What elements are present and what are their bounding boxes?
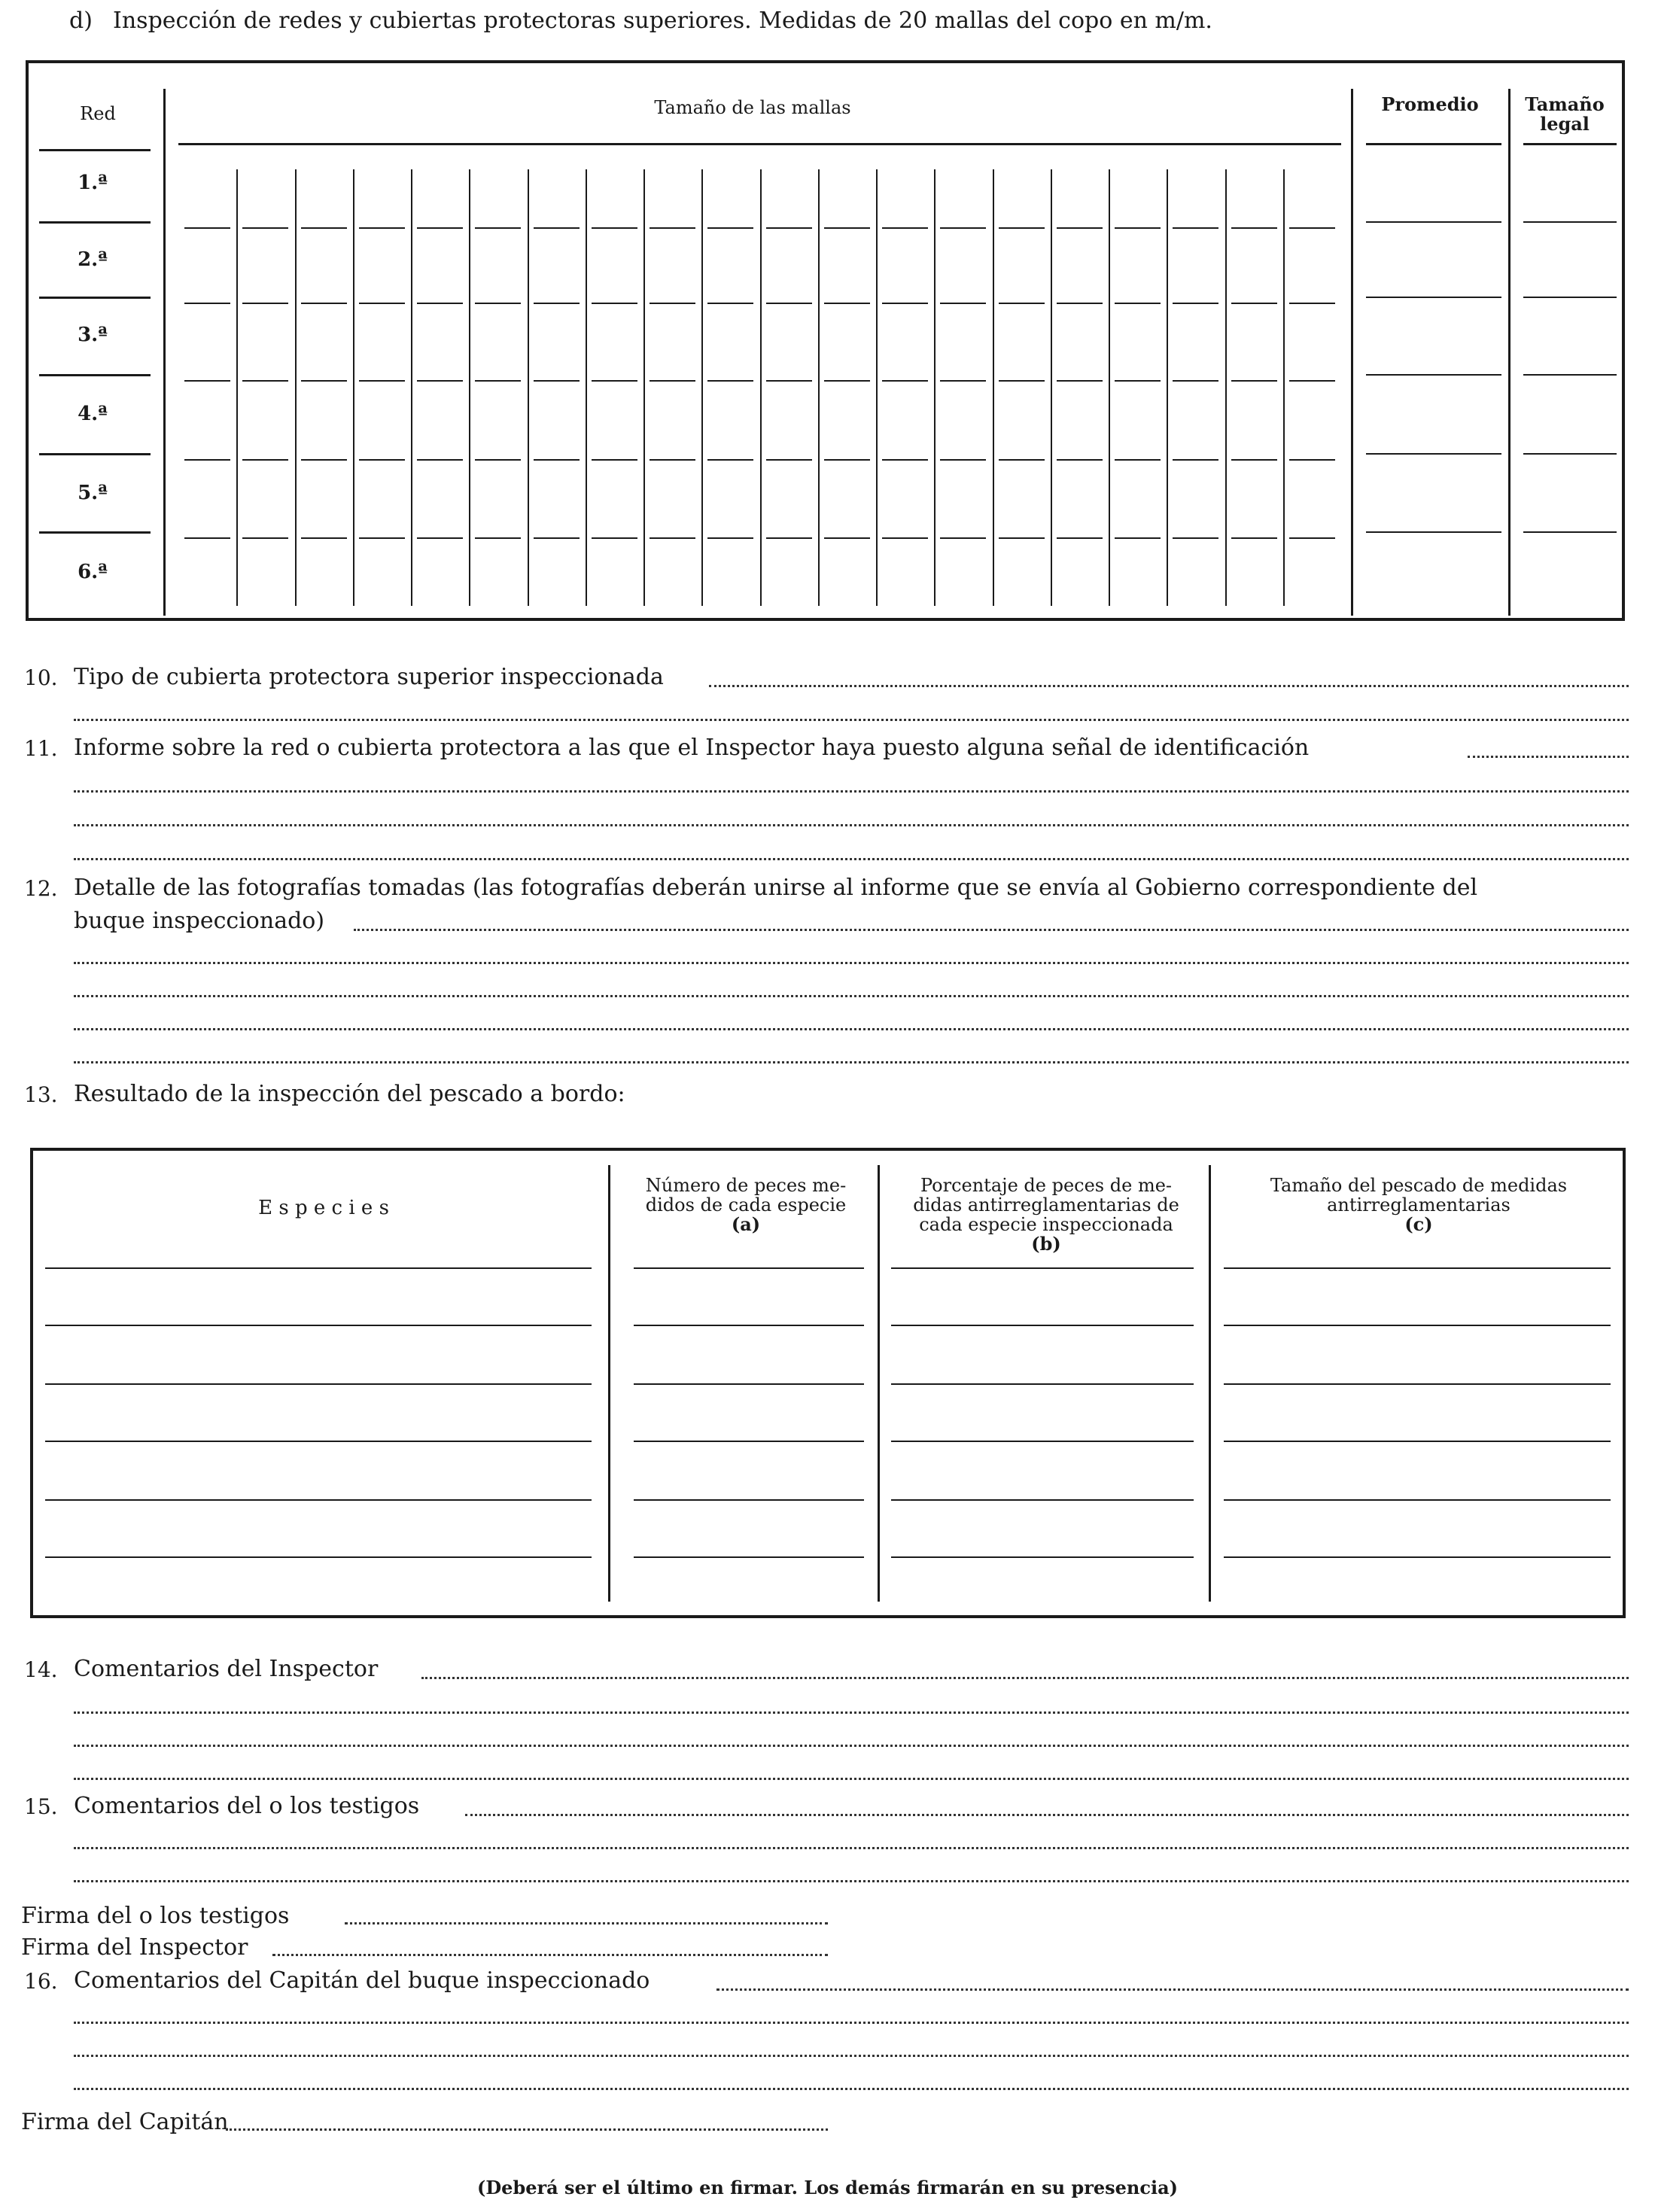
average-cell[interactable] bbox=[1366, 297, 1501, 298]
mesh-size-cell[interactable] bbox=[940, 459, 986, 461]
mesh-size-cell[interactable] bbox=[1057, 459, 1103, 461]
mesh-size-cell[interactable] bbox=[1231, 459, 1277, 461]
col-header-legal-size: Tamaño legal bbox=[1525, 93, 1605, 135]
mesh-size-cell[interactable] bbox=[1115, 227, 1161, 229]
header-underline bbox=[39, 149, 151, 151]
section-d-label: d) bbox=[69, 8, 93, 34]
mesh-size-cell[interactable] bbox=[1057, 537, 1103, 539]
col-header-size: Tamaño del pescado de medidas antirreglamentarias (c) bbox=[1270, 1175, 1568, 1235]
legal-size-cell[interactable] bbox=[1523, 221, 1617, 223]
size-cell[interactable] bbox=[1224, 1383, 1611, 1385]
mesh-size-cell[interactable] bbox=[707, 303, 753, 304]
mesh-size-cell[interactable] bbox=[882, 380, 928, 382]
mesh-size-cell[interactable] bbox=[1231, 380, 1277, 382]
item-12-label-continued: buque inspeccionado) bbox=[74, 908, 325, 934]
mesh-row-label: 5.ª bbox=[78, 482, 108, 504]
item-16-field-line[interactable] bbox=[74, 2055, 1629, 2057]
mesh-table-divider bbox=[163, 89, 166, 616]
item-10-field-line[interactable] bbox=[74, 719, 1629, 721]
mesh-size-cell[interactable] bbox=[940, 537, 986, 539]
mesh-size-cell[interactable] bbox=[1231, 303, 1277, 304]
mesh-size-cell[interactable] bbox=[650, 380, 695, 382]
mesh-size-cell[interactable] bbox=[999, 227, 1045, 229]
mesh-cell-divider bbox=[1167, 169, 1168, 606]
mesh-size-cell[interactable] bbox=[301, 380, 347, 382]
percentage-cell[interactable] bbox=[891, 1325, 1194, 1326]
mesh-size-cell[interactable] bbox=[242, 380, 288, 382]
mesh-cell-divider bbox=[1051, 169, 1052, 606]
fish-table-divider bbox=[1209, 1165, 1211, 1602]
mesh-size-cell[interactable] bbox=[359, 537, 405, 539]
fish-table-divider bbox=[878, 1165, 880, 1602]
size-cell[interactable] bbox=[1224, 1499, 1611, 1501]
legal-size-cell[interactable] bbox=[1523, 297, 1617, 298]
item-16-field-line[interactable] bbox=[74, 2022, 1629, 2024]
mesh-row-label: 4.ª bbox=[78, 403, 108, 425]
average-cell[interactable] bbox=[1366, 374, 1501, 376]
mesh-size-cell[interactable] bbox=[707, 380, 753, 382]
mesh-size-cell[interactable] bbox=[417, 459, 463, 461]
mesh-cell-divider bbox=[701, 169, 703, 606]
mesh-cell-divider bbox=[586, 169, 587, 606]
mesh-row-separator bbox=[39, 221, 151, 224]
mesh-size-cell[interactable] bbox=[184, 459, 230, 461]
mesh-size-cell[interactable] bbox=[242, 459, 288, 461]
mesh-size-cell[interactable] bbox=[242, 303, 288, 304]
item-12-field-line[interactable] bbox=[74, 995, 1629, 997]
mesh-size-cell[interactable] bbox=[242, 537, 288, 539]
mesh-size-cell[interactable] bbox=[534, 227, 580, 229]
item-12-field-line[interactable] bbox=[74, 962, 1629, 964]
percentage-cell[interactable] bbox=[891, 1383, 1194, 1385]
item-11-label: Informe sobre la red o cubierta protectora a las que el Inspector haya puesto alguna señal de identificación bbox=[74, 735, 1310, 761]
mesh-size-cell[interactable] bbox=[650, 537, 695, 539]
mesh-size-cell[interactable] bbox=[940, 380, 986, 382]
mesh-size-cell[interactable] bbox=[882, 537, 928, 539]
header-underline bbox=[1366, 143, 1501, 145]
mesh-size-cell[interactable] bbox=[824, 380, 870, 382]
mesh-size-cell[interactable] bbox=[359, 380, 405, 382]
mesh-cell-divider bbox=[469, 169, 470, 606]
legal-size-cell[interactable] bbox=[1523, 453, 1617, 455]
item-14-number: 14. bbox=[24, 1657, 58, 1682]
item-11-number: 11. bbox=[24, 736, 58, 761]
mesh-row-separator bbox=[39, 453, 151, 455]
mesh-size-cell[interactable] bbox=[242, 227, 288, 229]
item-12-field[interactable] bbox=[354, 929, 1629, 931]
mesh-size-cell[interactable] bbox=[1173, 303, 1218, 304]
item-12-field-line[interactable] bbox=[74, 1061, 1629, 1063]
mesh-size-cell[interactable] bbox=[1057, 303, 1103, 304]
item-10-field[interactable] bbox=[709, 685, 1629, 687]
signature-witnesses-field[interactable] bbox=[345, 1922, 828, 1924]
mesh-size-cell[interactable] bbox=[301, 227, 347, 229]
mesh-size-cell[interactable] bbox=[184, 380, 230, 382]
percentage-cell[interactable] bbox=[891, 1556, 1194, 1558]
mesh-size-cell[interactable] bbox=[592, 459, 637, 461]
mesh-cell-divider bbox=[353, 169, 354, 606]
count-cell[interactable] bbox=[634, 1325, 864, 1326]
mesh-size-cell[interactable] bbox=[1289, 380, 1335, 382]
mesh-size-cell[interactable] bbox=[999, 537, 1045, 539]
average-cell[interactable] bbox=[1366, 453, 1501, 455]
mesh-table-divider bbox=[1508, 89, 1510, 616]
percentage-cell[interactable] bbox=[891, 1499, 1194, 1501]
mesh-size-cell[interactable] bbox=[534, 303, 580, 304]
percentage-cell[interactable] bbox=[891, 1267, 1194, 1269]
footer-note: (Deberá ser el último en firmar. Los demás firmarán en su presencia) bbox=[477, 2177, 1178, 2198]
mesh-size-cell[interactable] bbox=[417, 537, 463, 539]
mesh-size-cell[interactable] bbox=[417, 380, 463, 382]
size-cell[interactable] bbox=[1224, 1325, 1611, 1326]
mesh-cell-divider bbox=[934, 169, 936, 606]
mesh-size-cell[interactable] bbox=[824, 303, 870, 304]
item-12-field-line[interactable] bbox=[74, 1028, 1629, 1030]
mesh-size-cell[interactable] bbox=[824, 459, 870, 461]
mesh-size-cell[interactable] bbox=[534, 380, 580, 382]
percentage-cell[interactable] bbox=[891, 1441, 1194, 1442]
mesh-cell-divider bbox=[295, 169, 297, 606]
col-header-red: Red bbox=[80, 103, 116, 124]
species-cell[interactable] bbox=[45, 1556, 592, 1558]
item-16-field[interactable] bbox=[716, 1988, 1629, 1991]
mesh-row-label: 1.ª bbox=[78, 172, 108, 194]
mesh-size-cell[interactable] bbox=[1231, 227, 1277, 229]
mesh-size-cell[interactable] bbox=[1173, 459, 1218, 461]
mesh-size-cell[interactable] bbox=[882, 303, 928, 304]
mesh-cell-divider bbox=[411, 169, 412, 606]
item-11-field-line[interactable] bbox=[74, 824, 1629, 826]
item-16-field-line[interactable] bbox=[74, 2088, 1629, 2090]
mesh-size-cell[interactable] bbox=[940, 303, 986, 304]
item-14-label: Comentarios del Inspector bbox=[74, 1656, 379, 1682]
item-14-field-line[interactable] bbox=[74, 1711, 1629, 1714]
item-10-label: Tipo de cubierta protectora superior inspeccionada bbox=[74, 664, 664, 690]
mesh-size-cell[interactable] bbox=[650, 303, 695, 304]
mesh-size-cell[interactable] bbox=[766, 303, 812, 304]
item-15-field-line[interactable] bbox=[74, 1880, 1629, 1882]
size-cell[interactable] bbox=[1224, 1556, 1611, 1558]
mesh-row-separator bbox=[39, 297, 151, 299]
mesh-size-cell[interactable] bbox=[359, 459, 405, 461]
mesh-size-cell[interactable] bbox=[534, 459, 580, 461]
item-15-field[interactable] bbox=[465, 1814, 1629, 1816]
item-14-field-line[interactable] bbox=[74, 1778, 1629, 1780]
mesh-row-label: 6.ª bbox=[78, 561, 108, 583]
item-13-label: Resultado de la inspección del pescado a bordo: bbox=[74, 1081, 625, 1107]
count-cell[interactable] bbox=[634, 1383, 864, 1385]
mesh-size-cell[interactable] bbox=[1115, 537, 1161, 539]
mesh-size-cell[interactable] bbox=[1115, 380, 1161, 382]
mesh-size-cell[interactable] bbox=[301, 537, 347, 539]
mesh-cell-divider bbox=[876, 169, 878, 606]
mesh-size-cell[interactable] bbox=[766, 459, 812, 461]
mesh-size-cell[interactable] bbox=[707, 459, 753, 461]
legal-size-cell[interactable] bbox=[1523, 531, 1617, 533]
mesh-row-separator bbox=[39, 531, 151, 534]
mesh-size-cell[interactable] bbox=[882, 227, 928, 229]
mesh-row-label: 3.ª bbox=[78, 324, 108, 346]
mesh-cell-divider bbox=[993, 169, 994, 606]
mesh-size-cell[interactable] bbox=[301, 303, 347, 304]
mesh-size-cell[interactable] bbox=[184, 303, 230, 304]
col-header-average: Promedio bbox=[1381, 93, 1479, 115]
header-underline bbox=[1523, 143, 1617, 145]
mesh-cell-divider bbox=[1109, 169, 1110, 606]
signature-captain-field[interactable] bbox=[226, 2128, 828, 2131]
size-cell[interactable] bbox=[1224, 1441, 1611, 1442]
item-11-field-line[interactable] bbox=[74, 790, 1629, 793]
mesh-size-cell[interactable] bbox=[475, 459, 521, 461]
item-14-field-line[interactable] bbox=[74, 1745, 1629, 1747]
col-header-count: Número de peces me- didos de cada especie (a) bbox=[645, 1175, 847, 1235]
item-11-field[interactable] bbox=[1468, 756, 1629, 758]
mesh-cell-divider bbox=[818, 169, 820, 606]
item-15-field-line[interactable] bbox=[74, 1847, 1629, 1849]
mesh-cell-divider bbox=[760, 169, 762, 606]
mesh-row-label: 2.ª bbox=[78, 248, 108, 271]
mesh-row-separator bbox=[39, 374, 151, 376]
item-14-field[interactable] bbox=[421, 1677, 1629, 1679]
item-16-label: Comentarios del Capitán del buque inspeccionado bbox=[74, 1967, 650, 1994]
mesh-size-cell[interactable] bbox=[999, 303, 1045, 304]
mesh-size-cell[interactable] bbox=[475, 303, 521, 304]
mesh-size-cell[interactable] bbox=[301, 459, 347, 461]
mesh-size-cell[interactable] bbox=[475, 227, 521, 229]
item-13-number: 13. bbox=[24, 1082, 58, 1107]
species-cell[interactable] bbox=[45, 1499, 592, 1501]
mesh-size-cell[interactable] bbox=[1289, 227, 1335, 229]
item-10-number: 10. bbox=[24, 665, 58, 690]
species-cell[interactable] bbox=[45, 1383, 592, 1385]
mesh-cell-divider bbox=[1225, 169, 1227, 606]
mesh-size-cell[interactable] bbox=[592, 303, 637, 304]
mesh-size-cell[interactable] bbox=[359, 227, 405, 229]
mesh-size-cell[interactable] bbox=[1173, 380, 1218, 382]
average-cell[interactable] bbox=[1366, 531, 1501, 533]
mesh-cell-divider bbox=[643, 169, 645, 606]
legal-size-cell[interactable] bbox=[1523, 374, 1617, 376]
col-header-percentage: Porcentaje de peces de me- didas antirreglamentarias de cada especie inspeccionada (b) bbox=[913, 1175, 1179, 1255]
mesh-size-cell[interactable] bbox=[184, 537, 230, 539]
section-d-title: Inspección de redes y cubiertas protectoras superiores. Medidas de 20 mallas del copo en m/m. bbox=[113, 8, 1212, 34]
count-cell[interactable] bbox=[634, 1441, 864, 1442]
signature-inspector-label: Firma del Inspector bbox=[21, 1934, 248, 1961]
mesh-size-cell[interactable] bbox=[592, 227, 637, 229]
mesh-size-cell[interactable] bbox=[475, 380, 521, 382]
species-cell[interactable] bbox=[45, 1441, 592, 1442]
species-cell[interactable] bbox=[45, 1267, 592, 1269]
mesh-size-cell[interactable] bbox=[534, 537, 580, 539]
mesh-size-cell[interactable] bbox=[1173, 537, 1218, 539]
item-11-field-line[interactable] bbox=[74, 858, 1629, 860]
item-15-label: Comentarios del o los testigos bbox=[74, 1793, 420, 1819]
mesh-size-cell[interactable] bbox=[999, 459, 1045, 461]
average-cell[interactable] bbox=[1366, 221, 1501, 223]
col-header-species: E s p e c i e s bbox=[258, 1197, 389, 1219]
item-12-number: 12. bbox=[24, 876, 58, 901]
mesh-size-cell[interactable] bbox=[417, 227, 463, 229]
mesh-size-cell[interactable] bbox=[359, 303, 405, 304]
mesh-table-divider bbox=[1351, 89, 1353, 616]
mesh-size-cell[interactable] bbox=[707, 537, 753, 539]
mesh-size-cell[interactable] bbox=[650, 459, 695, 461]
mesh-size-cell[interactable] bbox=[1289, 537, 1335, 539]
mesh-size-cell[interactable] bbox=[999, 380, 1045, 382]
mesh-size-cell[interactable] bbox=[766, 537, 812, 539]
mesh-size-cell[interactable] bbox=[824, 227, 870, 229]
mesh-size-cell[interactable] bbox=[1115, 459, 1161, 461]
mesh-size-cell[interactable] bbox=[592, 380, 637, 382]
mesh-size-cell[interactable] bbox=[766, 227, 812, 229]
mesh-size-cell[interactable] bbox=[1173, 227, 1218, 229]
mesh-size-cell[interactable] bbox=[1289, 459, 1335, 461]
mesh-size-cell[interactable] bbox=[707, 227, 753, 229]
species-cell[interactable] bbox=[45, 1325, 592, 1326]
mesh-size-cell[interactable] bbox=[766, 380, 812, 382]
signature-captain-label: Firma del Capitán bbox=[21, 2109, 229, 2135]
header-underline bbox=[178, 143, 1341, 145]
signature-inspector-field[interactable] bbox=[272, 1954, 828, 1956]
item-12-label: Detalle de las fotografías tomadas (las fotografías deberán unirse al informe que se envía al Gobierno correspondiente del bbox=[74, 875, 1478, 901]
mesh-size-cell[interactable] bbox=[1057, 227, 1103, 229]
mesh-size-cell[interactable] bbox=[940, 227, 986, 229]
count-cell[interactable] bbox=[634, 1267, 864, 1269]
size-cell[interactable] bbox=[1224, 1267, 1611, 1269]
col-header-mesh-size: Tamaño de las mallas bbox=[654, 97, 851, 118]
mesh-size-cell[interactable] bbox=[882, 459, 928, 461]
mesh-size-cell[interactable] bbox=[1289, 303, 1335, 304]
mesh-size-cell[interactable] bbox=[592, 537, 637, 539]
mesh-size-cell[interactable] bbox=[1115, 303, 1161, 304]
fish-table-divider bbox=[608, 1165, 610, 1602]
mesh-cell-divider bbox=[236, 169, 238, 606]
mesh-size-cell[interactable] bbox=[1231, 537, 1277, 539]
mesh-size-cell[interactable] bbox=[1057, 380, 1103, 382]
mesh-size-cell[interactable] bbox=[650, 227, 695, 229]
count-cell[interactable] bbox=[634, 1499, 864, 1501]
count-cell[interactable] bbox=[634, 1556, 864, 1558]
signature-witnesses-label: Firma del o los testigos bbox=[21, 1903, 290, 1929]
mesh-size-cell[interactable] bbox=[824, 537, 870, 539]
mesh-cell-divider bbox=[528, 169, 529, 606]
mesh-cell-divider bbox=[1283, 169, 1285, 606]
mesh-size-cell[interactable] bbox=[417, 303, 463, 304]
item-16-number: 16. bbox=[24, 1969, 58, 1994]
mesh-size-cell[interactable] bbox=[475, 537, 521, 539]
item-15-number: 15. bbox=[24, 1794, 58, 1819]
mesh-size-cell[interactable] bbox=[184, 227, 230, 229]
